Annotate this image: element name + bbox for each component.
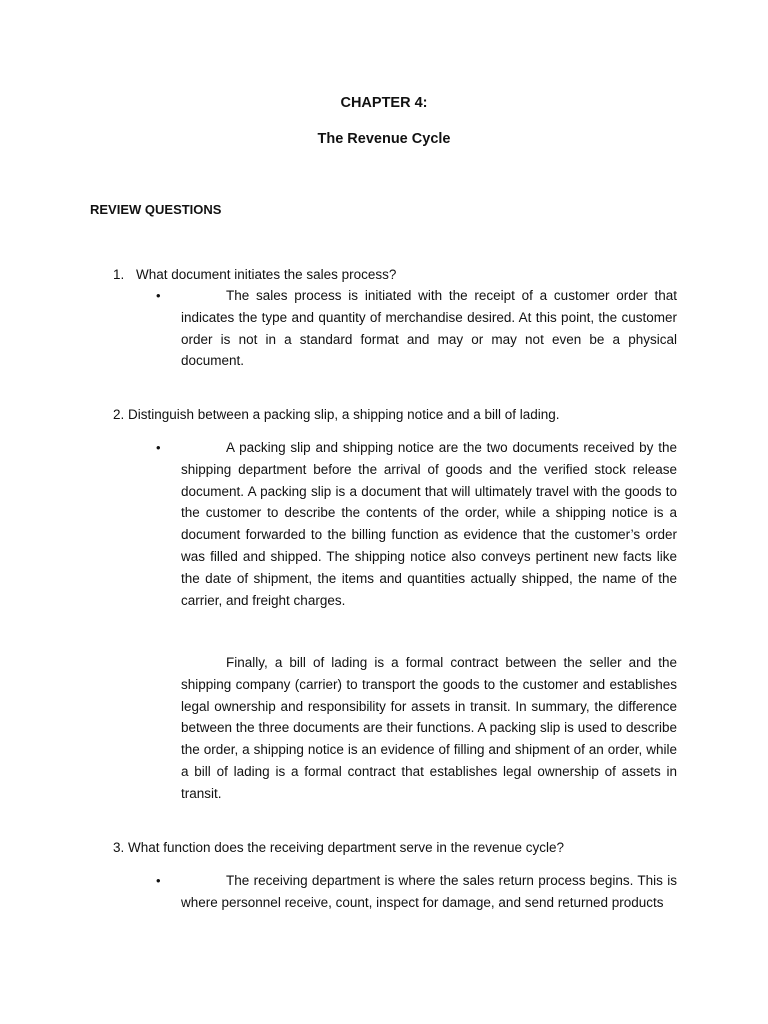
question-1-number: 1. xyxy=(113,267,125,282)
answer-3-paragraph: The receiving department is where the sales return process begins. This is where personnel receive, count, inspect for damage, and send returned products xyxy=(181,873,677,910)
answer-2-paragraph-2: Finally, a bill of lading is a formal contract between the seller and the shipping company (carrier) to transport the goods to the customer and establishes legal ownership and responsibility for assets in transit. In summary, the difference between the three documents are their functions. A packing slip is used to describe the order, a shipping notice is an evidence of filling and shipment of an order, while a bill of lading is a formal contract that establishes legal ownership of assets in transit. xyxy=(181,655,677,801)
chapter-heading: CHAPTER 4: xyxy=(340,95,428,111)
section-heading: REVIEW QUESTIONS xyxy=(90,202,222,217)
bullet-2: • xyxy=(156,440,161,455)
question-1-text: What document initiates the sales process? xyxy=(136,267,397,282)
bullet-3: • xyxy=(156,873,161,888)
bullet-1: • xyxy=(156,288,161,303)
question-1 xyxy=(113,264,396,286)
answer-2-paragraph-1: A packing slip and shipping notice are the two documents received by the shipping department before the arrival of goods and the verified stock release document. A packing slip is a document that will ultimately travel with the goods to the customer to describe the contents of the order, while a shipping notice is a document forwarded to the billing function as evidence that the customer’s order was filled and shipped. The shipping notice also conveys pertinent new facts like the date of shipment, the items and quantities actually shipped, the name of the carrier, and freight charges. xyxy=(181,440,677,608)
question-2: 2. Distinguish between a packing slip, a shipping notice and a bill of lading. xyxy=(113,407,560,422)
chapter-title: The Revenue Cycle xyxy=(317,131,451,147)
question-3: 3. What function does the receiving department serve in the revenue cycle? xyxy=(113,840,565,855)
answer-1-paragraph: The sales process is initiated with the receipt of a customer order that indicates the type and quantity of merchandise desired. At this point, the customer order is not in a standard format and may or may not even be a physical document. xyxy=(181,288,677,369)
